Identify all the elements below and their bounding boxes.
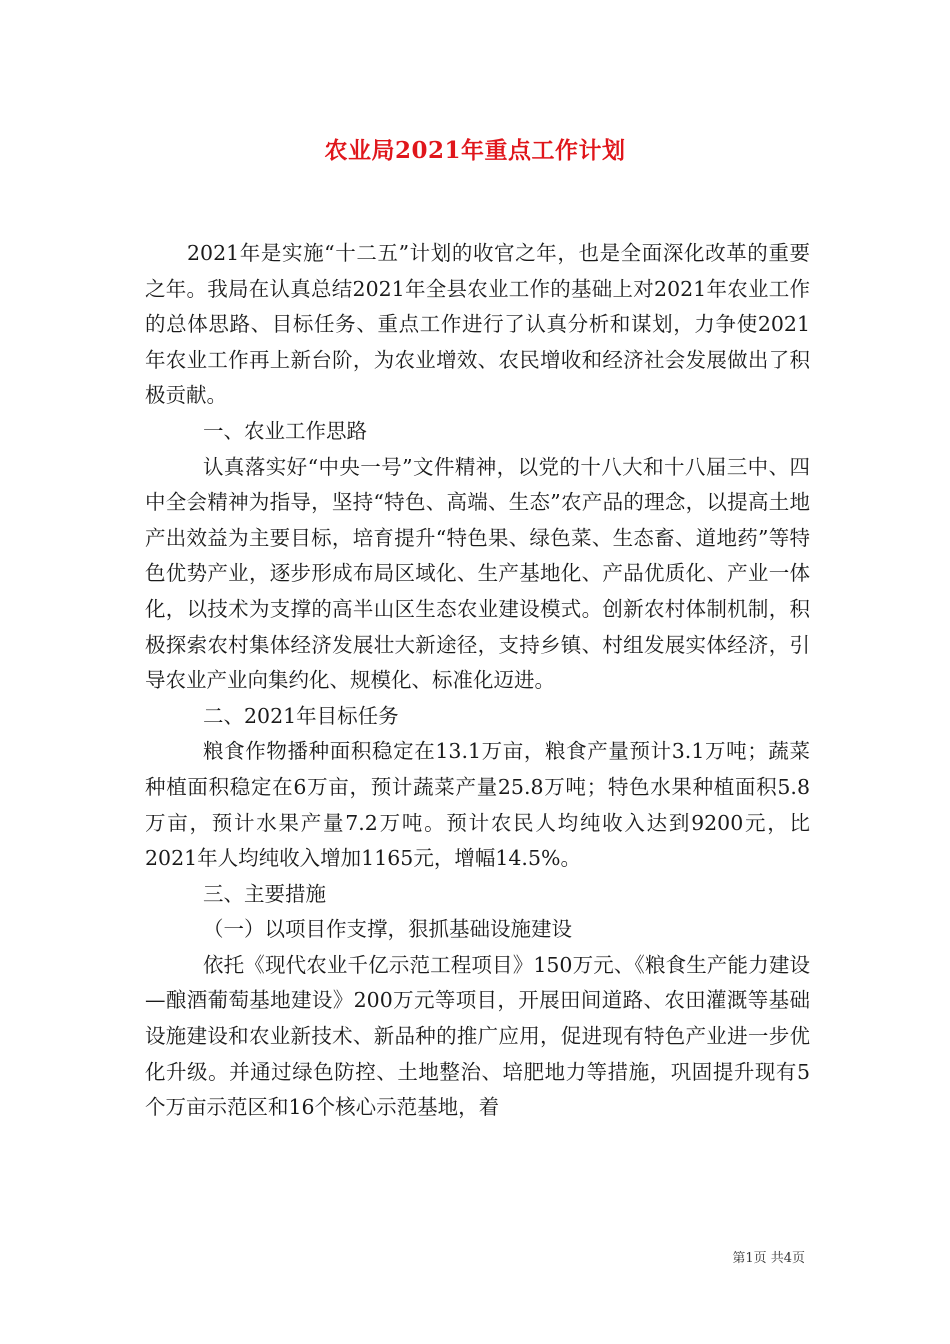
section-heading-1: 一、农业工作思路 (203, 418, 367, 443)
section-2-paragraph: 粮食作物播种面积稳定在13.1万亩，粮食产量预计3.1万吨；蔬菜种植面积稳定在6万亩，预计蔬菜产量25.8万吨；特色水果种植面积5.8万亩，预计水果产量7.2万吨。预计农民人均纯收入达到9200元，比2021年人均纯收入增加1165元，增幅14.5%。 (145, 739, 810, 871)
subsection-1-paragraph: 依托《现代农业千亿示范工程项目》150万元、《粮食生产能力建设—酿酒葡萄基地建设》200万元等项目，开展田间道路、农田灌溉等基础设施建设和农业新技术、新品种的推广应用，促进现有特色产业进一步优化升级。并通过绿色防控、土地整治、培肥地力等措施，巩固提升现有5个万亩示范区和16个核心示范基地，着 (145, 952, 810, 1120)
subsection-heading-1: （一）以项目作支撑，狠抓基础设施建设 (203, 917, 572, 942)
section-1-paragraph: 认真落实好“中央一号”文件精神，以党的十八大和十八届三中、四中全会精神为指导，坚持“特色、高端、生态”农产品的理念，以提高土地产出效益为主要目标，培育提升“特色果、绿色菜、生态畜、道地药”等特色优势产业，逐步形成布局区域化、生产基地化、产品优质化、产业一体化，以技术为支撑的高半山区生态农业建设模式。创新农村体制机制，积极探索农村集体经济发展壮大新途径，支持乡镇、村组发展实体经济，引导农业产业向集约化、规模化、标准化迈进。 (145, 454, 810, 693)
section-heading-2: 二、2021年目标任务 (203, 703, 399, 728)
document-title: 农业局2021年重点工作计划 (324, 137, 626, 164)
section-heading-3: 三、主要措施 (203, 881, 326, 906)
intro-paragraph: 2021年是实施“十二五”计划的收官之年，也是全面深化改革的重要之年。我局在认真总结2021年全县农业工作的基础上对2021年农业工作的总体思路、目标任务、重点工作进行了认真分析和谋划，力争使2021年农业工作再上新台阶，为农业增效、农民增收和经济社会发展做出了积极贡献。 (145, 241, 810, 408)
document-body (145, 236, 810, 1126)
page-number-footer: 第1页 共4页 (732, 1251, 805, 1266)
